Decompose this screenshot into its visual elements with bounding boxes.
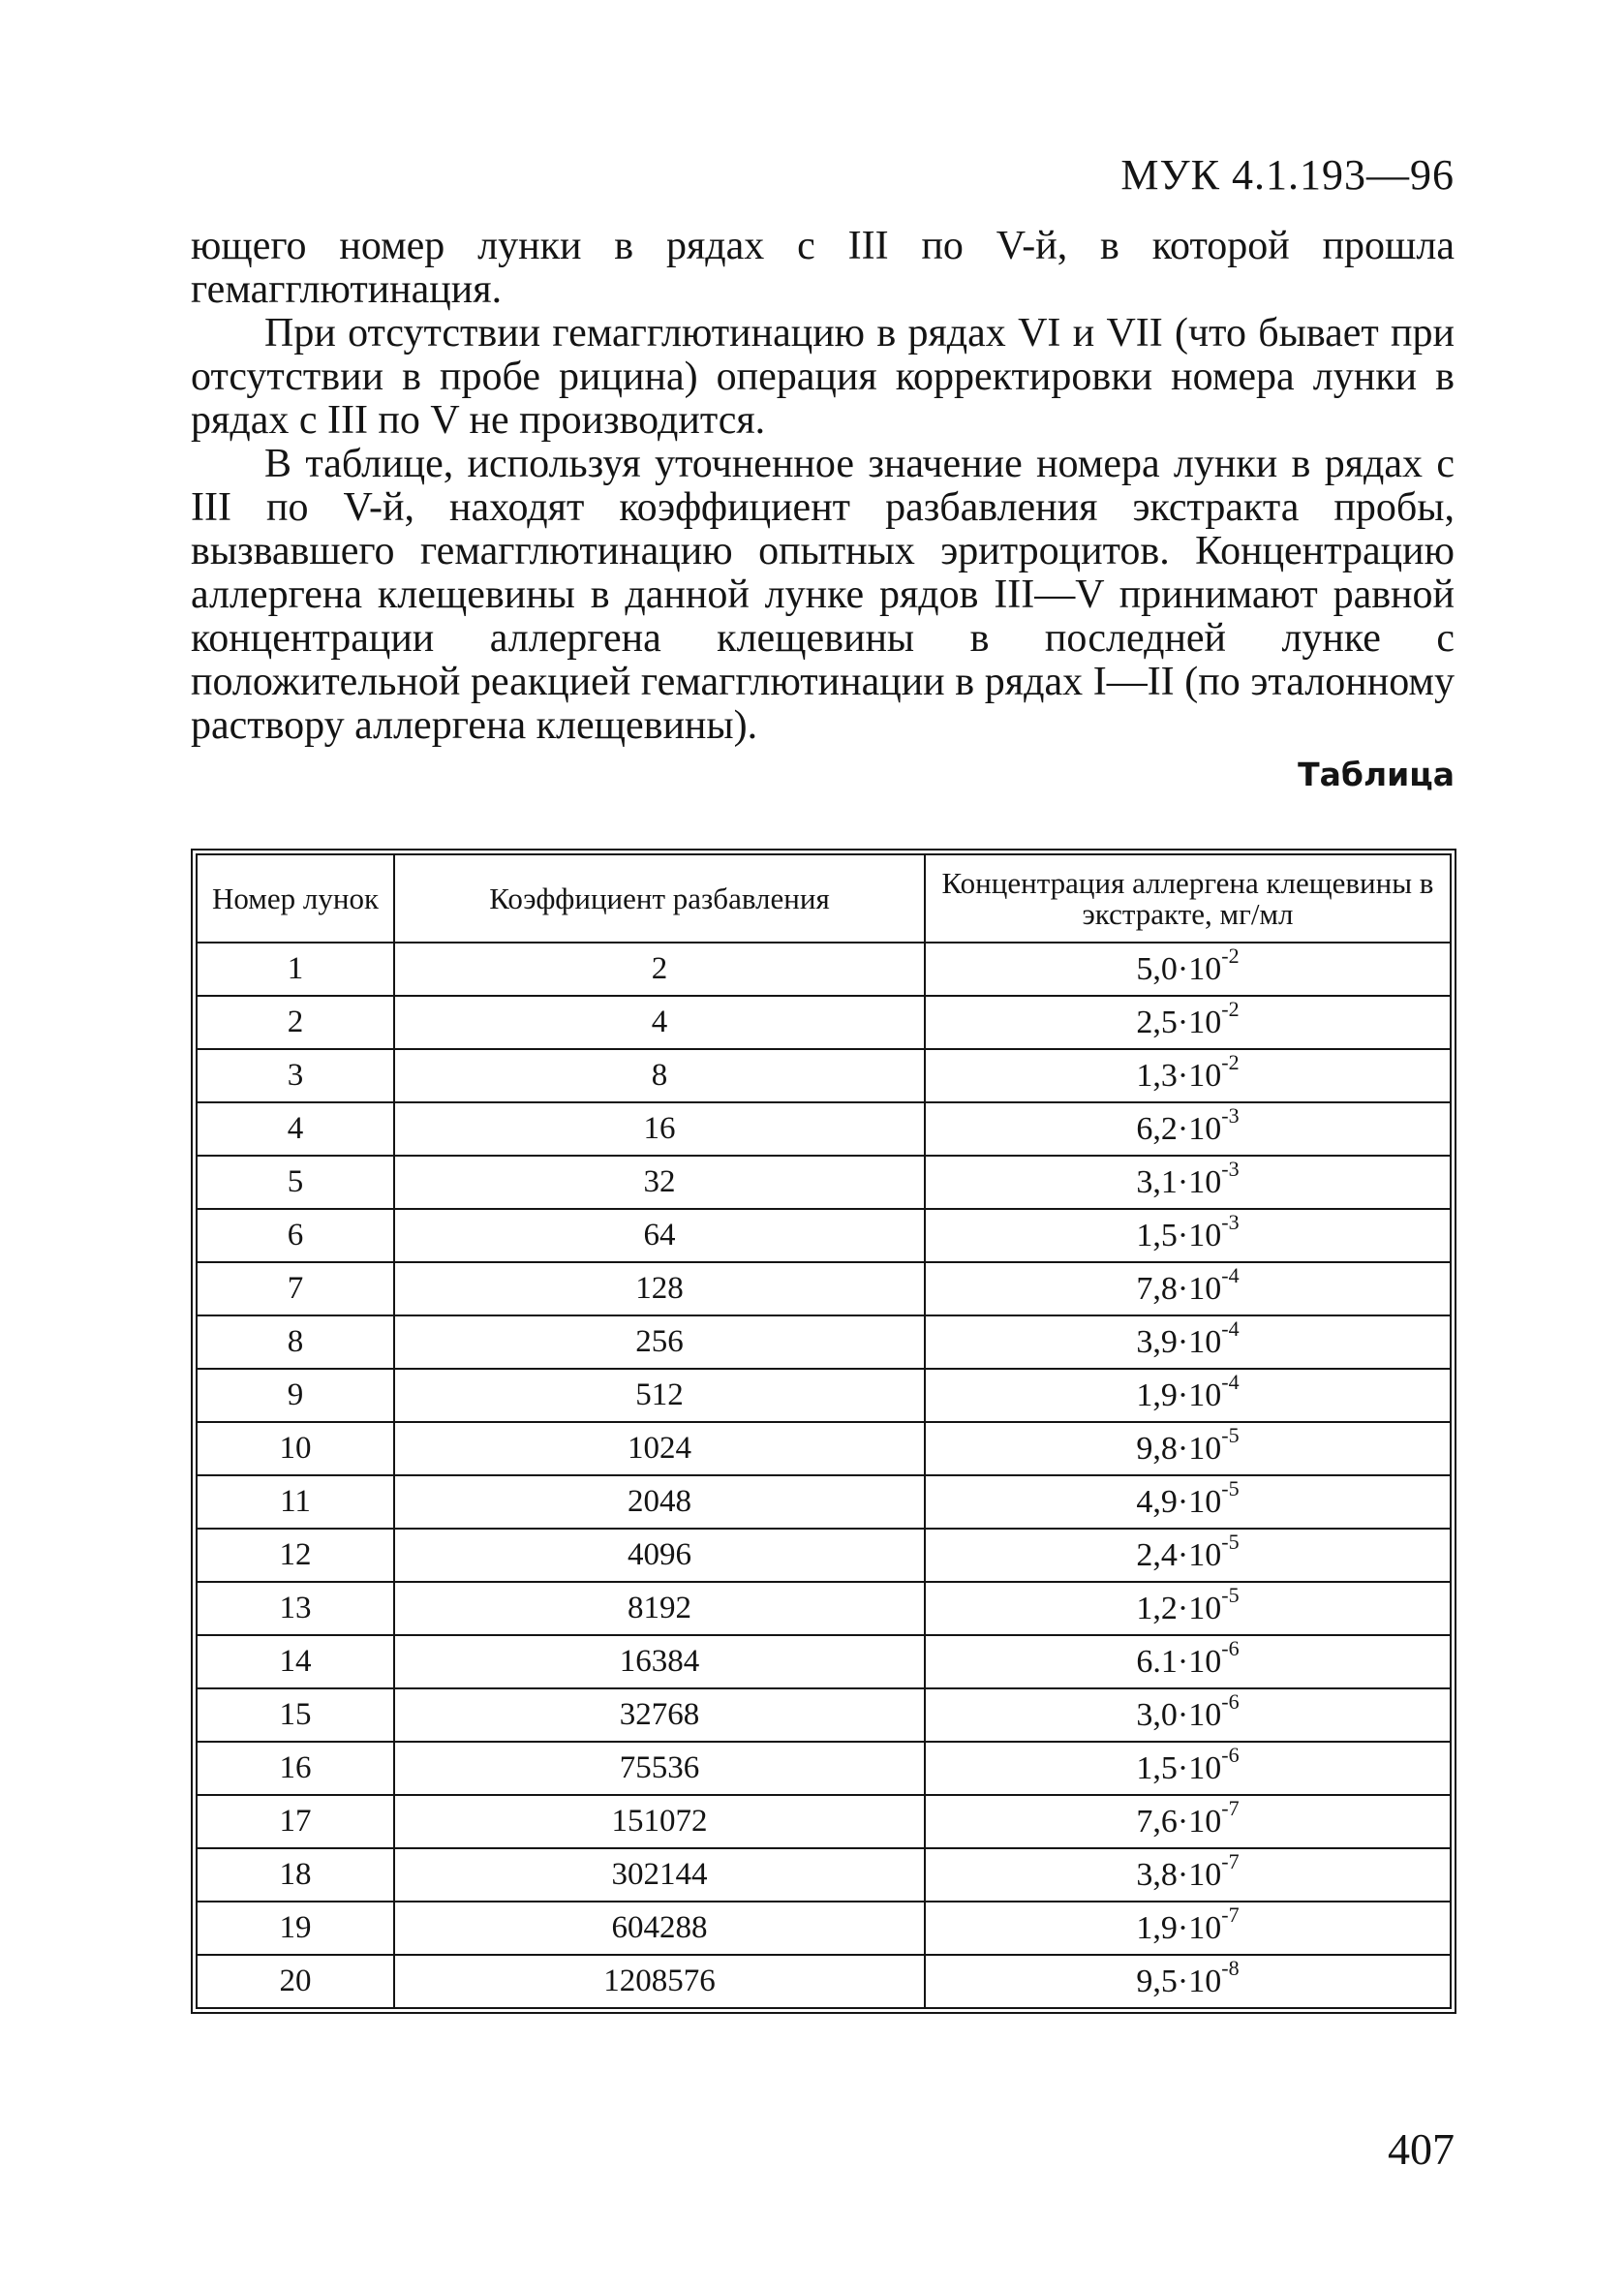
concentration-exponent: -3 xyxy=(1221,1210,1240,1235)
table-row xyxy=(197,1049,1451,1102)
concentration-cell xyxy=(925,1742,1451,1795)
dilution-cell: 8192 xyxy=(394,1582,925,1635)
concentration-cell xyxy=(925,1049,1451,1102)
table-header-row xyxy=(197,854,1451,943)
table-row xyxy=(197,1315,1451,1369)
concentration-cell xyxy=(925,1848,1451,1902)
table-row xyxy=(197,1635,1451,1688)
body-text xyxy=(191,225,1455,748)
concentration-cell xyxy=(925,1688,1451,1742)
concentration-mantissa: 1,9·10 xyxy=(1136,1909,1222,1946)
table-row xyxy=(197,1688,1451,1742)
dilution-table-frame xyxy=(191,849,1456,2014)
table-caption: Таблица xyxy=(1298,756,1455,793)
concentration-cell xyxy=(925,1635,1451,1688)
table-row xyxy=(197,1529,1451,1582)
header-concentration: Концентрация аллергена клещевины в экстракте, мг/мл xyxy=(925,854,1451,943)
running-head: МУК 4.1.193—96 xyxy=(1120,151,1455,199)
concentration-mantissa: 1,3·10 xyxy=(1136,1057,1222,1094)
concentration-cell xyxy=(925,1209,1451,1262)
concentration-exponent: -2 xyxy=(1221,943,1240,969)
dilution-cell: 8 xyxy=(394,1049,925,1102)
well-number-cell: 17 xyxy=(197,1795,394,1848)
concentration-cell xyxy=(925,943,1451,996)
dilution-cell: 1024 xyxy=(394,1422,925,1475)
dilution-cell: 4096 xyxy=(394,1529,925,1582)
concentration-mantissa: 6,2·10 xyxy=(1136,1110,1222,1147)
concentration-exponent: -4 xyxy=(1221,1370,1240,1395)
concentration-exponent: -4 xyxy=(1221,1316,1240,1342)
concentration-mantissa: 6.1·10 xyxy=(1136,1643,1222,1680)
concentration-mantissa: 1,5·10 xyxy=(1136,1217,1222,1253)
concentration-exponent: -6 xyxy=(1221,1689,1240,1715)
table-row xyxy=(197,996,1451,1049)
well-number-cell: 11 xyxy=(197,1475,394,1529)
concentration-cell xyxy=(925,1795,1451,1848)
concentration-mantissa: 7,6·10 xyxy=(1136,1803,1222,1840)
well-number-cell: 2 xyxy=(197,996,394,1049)
paragraph-2: При отсутствии гемагглютинацию в рядах VI и VII (что бывает при отсутствии в пробе рицина) операция корректировки номера лунки в рядах с III по V не производится. xyxy=(191,311,1455,443)
well-number-cell: 15 xyxy=(197,1688,394,1742)
dilution-cell: 4 xyxy=(394,996,925,1049)
header-dilution-factor: Коэффициент разбавления xyxy=(394,854,925,943)
concentration-exponent: -5 xyxy=(1221,1583,1240,1608)
concentration-cell xyxy=(925,1902,1451,1955)
table-row xyxy=(197,1369,1451,1422)
dilution-cell: 604288 xyxy=(394,1902,925,1955)
concentration-exponent: -6 xyxy=(1221,1636,1240,1661)
table-row xyxy=(197,1422,1451,1475)
concentration-cell xyxy=(925,1262,1451,1315)
dilution-cell: 1208576 xyxy=(394,1955,925,2008)
well-number-cell: 9 xyxy=(197,1369,394,1422)
well-number-cell: 19 xyxy=(197,1902,394,1955)
well-number-cell: 3 xyxy=(197,1049,394,1102)
well-number-cell: 8 xyxy=(197,1315,394,1369)
well-number-cell: 10 xyxy=(197,1422,394,1475)
concentration-mantissa: 9,5·10 xyxy=(1136,1963,1222,1999)
dilution-cell: 302144 xyxy=(394,1848,925,1902)
concentration-exponent: -7 xyxy=(1221,1902,1240,1928)
dilution-cell: 32 xyxy=(394,1156,925,1209)
table-row xyxy=(197,1848,1451,1902)
dilution-cell: 256 xyxy=(394,1315,925,1369)
dilution-cell: 151072 xyxy=(394,1795,925,1848)
concentration-exponent: -7 xyxy=(1221,1849,1240,1874)
concentration-cell xyxy=(925,1529,1451,1582)
concentration-mantissa: 2,5·10 xyxy=(1136,1004,1222,1040)
dilution-cell: 64 xyxy=(394,1209,925,1262)
concentration-mantissa: 3,1·10 xyxy=(1136,1163,1222,1200)
dilution-cell: 2 xyxy=(394,943,925,996)
well-number-cell: 12 xyxy=(197,1529,394,1582)
concentration-cell xyxy=(925,1156,1451,1209)
concentration-exponent: -2 xyxy=(1221,997,1240,1022)
table-row xyxy=(197,1156,1451,1209)
concentration-exponent: -8 xyxy=(1221,1956,1240,1981)
concentration-cell xyxy=(925,1582,1451,1635)
dilution-cell: 32768 xyxy=(394,1688,925,1742)
well-number-cell: 5 xyxy=(197,1156,394,1209)
concentration-cell xyxy=(925,996,1451,1049)
dilution-cell: 16 xyxy=(394,1102,925,1156)
concentration-exponent: -5 xyxy=(1221,1423,1240,1448)
concentration-exponent: -3 xyxy=(1221,1103,1240,1129)
concentration-mantissa: 3,8·10 xyxy=(1136,1856,1222,1893)
concentration-cell xyxy=(925,1475,1451,1529)
concentration-cell xyxy=(925,1955,1451,2008)
well-number-cell: 16 xyxy=(197,1742,394,1795)
concentration-mantissa: 4,9·10 xyxy=(1136,1483,1222,1520)
well-number-cell: 20 xyxy=(197,1955,394,2008)
concentration-cell xyxy=(925,1102,1451,1156)
well-number-cell: 6 xyxy=(197,1209,394,1262)
dilution-table xyxy=(196,853,1452,2009)
concentration-mantissa: 1,5·10 xyxy=(1136,1749,1222,1786)
well-number-cell: 4 xyxy=(197,1102,394,1156)
table-row xyxy=(197,1262,1451,1315)
table-row xyxy=(197,1902,1451,1955)
concentration-mantissa: 1,9·10 xyxy=(1136,1376,1222,1413)
well-number-cell: 1 xyxy=(197,943,394,996)
dilution-cell: 75536 xyxy=(394,1742,925,1795)
table-row xyxy=(197,1582,1451,1635)
concentration-mantissa: 9,8·10 xyxy=(1136,1430,1222,1467)
concentration-cell xyxy=(925,1369,1451,1422)
table-row xyxy=(197,1742,1451,1795)
page-number: 407 xyxy=(1388,2124,1455,2174)
table-row xyxy=(197,1795,1451,1848)
paragraph-3: В таблице, используя уточненное значение номера лунки в рядах с III по V-й, находят коэффициент разбавления экстракта пробы, вызвавшего гемагглютинацию опытных эритроцитов. Концентрацию аллергена клещевины в данной лунке рядов III—V принимают равной концентрации аллергена клещевины в последней лунке с положительной реакцией гемагглютинации в рядах I—II (по эталонному раствору аллергена клещевины). xyxy=(191,442,1455,748)
concentration-exponent: -6 xyxy=(1221,1743,1240,1768)
concentration-mantissa: 7,8·10 xyxy=(1136,1270,1222,1307)
dilution-cell: 512 xyxy=(394,1369,925,1422)
well-number-cell: 14 xyxy=(197,1635,394,1688)
paragraph-1: ющего номер лунки в рядах с III по V-й, в которой прошла гемагглютинация. xyxy=(191,224,1455,312)
concentration-mantissa: 1,2·10 xyxy=(1136,1590,1222,1626)
dilution-cell: 2048 xyxy=(394,1475,925,1529)
well-number-cell: 7 xyxy=(197,1262,394,1315)
dilution-cell: 16384 xyxy=(394,1635,925,1688)
table-row xyxy=(197,1955,1451,2008)
concentration-exponent: -3 xyxy=(1221,1157,1240,1182)
dilution-cell: 128 xyxy=(394,1262,925,1315)
header-well-number: Номер лунок xyxy=(197,854,394,943)
concentration-exponent: -2 xyxy=(1221,1050,1240,1075)
table-row xyxy=(197,1209,1451,1262)
table-row xyxy=(197,1475,1451,1529)
concentration-exponent: -7 xyxy=(1221,1796,1240,1821)
concentration-mantissa: 5,0·10 xyxy=(1136,950,1222,987)
well-number-cell: 18 xyxy=(197,1848,394,1902)
concentration-exponent: -4 xyxy=(1221,1263,1240,1288)
well-number-cell: 13 xyxy=(197,1582,394,1635)
concentration-cell xyxy=(925,1315,1451,1369)
table-body xyxy=(197,943,1451,2008)
table-row xyxy=(197,1102,1451,1156)
concentration-mantissa: 2,4·10 xyxy=(1136,1536,1222,1573)
concentration-cell xyxy=(925,1422,1451,1475)
table-row xyxy=(197,943,1451,996)
concentration-exponent: -5 xyxy=(1221,1530,1240,1555)
concentration-mantissa: 3,9·10 xyxy=(1136,1323,1222,1360)
concentration-mantissa: 3,0·10 xyxy=(1136,1696,1222,1733)
concentration-exponent: -5 xyxy=(1221,1476,1240,1501)
